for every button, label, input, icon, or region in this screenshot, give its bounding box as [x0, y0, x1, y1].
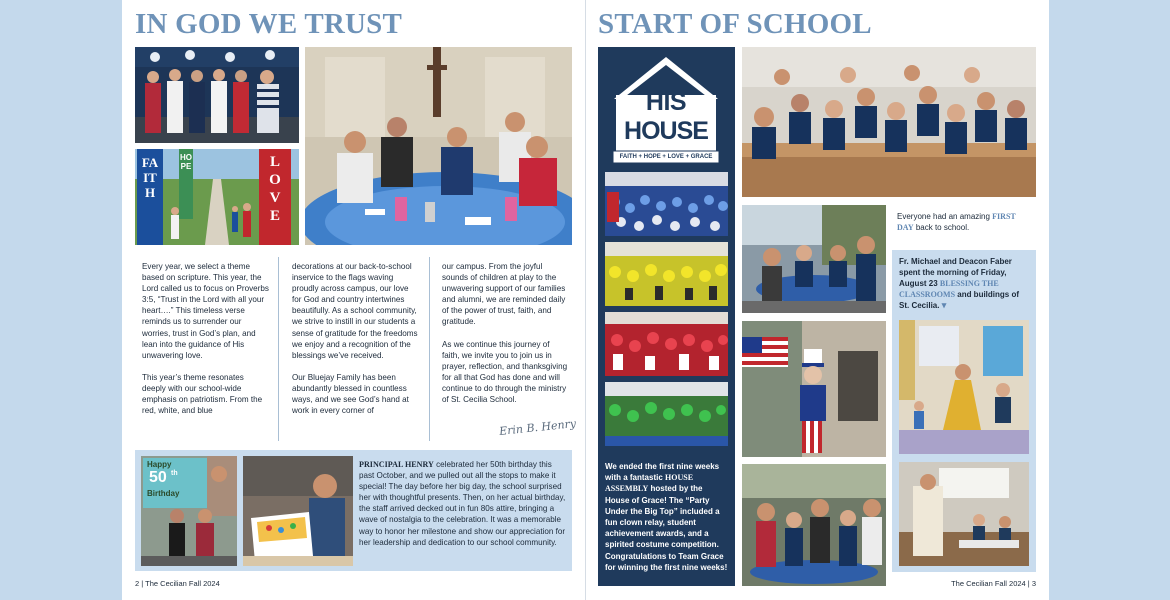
blessing-highlight: BLESSING THE CLASSROOMS [899, 279, 999, 300]
photo-faith-hope-love-banners [135, 149, 299, 245]
column2-paragraph-1: decorations at our back-to-school inservice to the flags waving proudly across campus, our love for God and country intertwines beautifully. As a school community, we strive to instill in our students a sense of gratitude for the freedoms we enjoy and a recognition of the blessings we’ve received. [292, 262, 418, 360]
birthday-sign-birthday: Birthday [147, 489, 180, 498]
photo-parents-picnic [742, 464, 886, 586]
house-assembly-text [605, 461, 729, 573]
article-column-3 [442, 261, 569, 405]
column-divider-2 [429, 257, 430, 441]
house-assembly-highlight: HOUSE ASSEMBLY [605, 473, 694, 494]
blessing-pre: Fr. Michael and Deacon Faber spent the morning of Friday, August 23 [899, 257, 1012, 289]
column3-paragraph-2: As we continue this journey of faith, we invite you to join us in prayer, reflection, and thanksgiving for all that God has done and will continue to do through the ministry of St. Cecilia School. [442, 339, 568, 405]
first-day-pre: Everyone had an amazing [897, 212, 993, 221]
photo-teachers-group [135, 47, 299, 143]
principal-birthday-body: celebrated her 50th birthday this past October, and we pulled out all the stops to make it special! The day before her big day, the school surprised her with thoughtful presents. Then, on her actual birthday, the staff arrived decked out in fun 80s attire, bringing a wave of nostalgia to the celebration. It was a memorable way to honor her milestone and show our appreciation for her leadership and dedication to our school community. [359, 460, 566, 547]
column3-paragraph-1: our campus. From the joyful sounds of children at play to the unwavering support of our families and alumni, we are reminded daily of the power of trust, faith, and gratitude. [442, 262, 566, 327]
article-column-2 [292, 261, 419, 416]
principal-signature: Erin B. Henry [498, 417, 577, 438]
first-day-highlight: FIRST DAY [897, 212, 1016, 233]
page-title-right: START OF SCHOOL [598, 8, 872, 40]
column-divider-1 [278, 257, 279, 441]
banner-faith: FAITH [141, 155, 159, 200]
photo-teachers-luncheon [305, 47, 572, 245]
blessing-post: and buildings of St. Cecilia. [899, 290, 1020, 311]
page-title-left: IN GOD WE TRUST [135, 8, 403, 40]
principal-birthday-text [359, 459, 566, 548]
right-page [586, 0, 1049, 600]
photo-classroom-priest [899, 462, 1029, 566]
photo-uncle-sam [742, 321, 886, 457]
footer-left: 2 | The Cecilian Fall 2024 [135, 579, 220, 588]
column1-paragraph-2: This year’s theme resonates deeply with our school-wide emphasis on patriotism. From the red, white, and blue [142, 372, 263, 416]
photo-students-bleachers [742, 47, 1036, 197]
birthday-sign-happy: Happy [147, 460, 172, 469]
blessing-caption [899, 256, 1031, 311]
first-day-caption [897, 211, 1029, 233]
assembly-text-pre: We ended the first nine weeks with a fantastic [605, 462, 720, 483]
assembly-text-post: hosted by the House of Grace! The “Party Under the Big Top” included a fun clown relay, student achievement awards, and a spirited costume competition. Congratulations to Team Grace for winning the first nine weeks! [605, 484, 728, 572]
logo-his: HIS [645, 88, 687, 116]
article-column-1 [142, 261, 269, 416]
photo-birthday-sign [141, 456, 237, 566]
photo-birthday-gift [243, 456, 353, 566]
banner-love: LOVE [269, 154, 281, 224]
photo-assembly-yellow [605, 242, 728, 306]
banner-hope: HOPE [180, 153, 192, 171]
photo-assembly-green [605, 382, 728, 446]
footer-right: The Cecilian Fall 2024 | 3 [951, 579, 1036, 588]
logo-house: HOUSE [624, 117, 708, 145]
principal-name-highlight: PRINCIPAL HENRY [359, 460, 434, 469]
photo-assembly-blue [605, 172, 728, 236]
first-day-post: back to school. [913, 223, 970, 233]
birthday-sign-fifty: 50 [149, 469, 167, 486]
photo-assembly-red [605, 312, 728, 376]
birthday-sign-th: th [171, 470, 178, 477]
column1-paragraph-1: Every year, we select a theme based on scripture. This year, the Lord called us to focus on Proverbs 3:5, “Trust in the Lord with all your heart….” This timeless verse reminds us to surrender our worries, trust in God’s plan, and lean into the guidance of His unwavering love. [142, 262, 269, 360]
left-page [122, 0, 585, 600]
logo-tagline: FAITH + HOPE + LOVE + GRACE [619, 154, 713, 160]
photo-picnic-table [742, 205, 886, 313]
his-house-logo [610, 55, 722, 165]
photo-classroom-blessing [899, 320, 1029, 454]
column2-paragraph-2: Our Bluejay Family has been abundantly blessed in countless ways, and we see God’s hand at work in every corner of [292, 372, 409, 416]
end-mark-icon: ▾ [941, 300, 947, 311]
